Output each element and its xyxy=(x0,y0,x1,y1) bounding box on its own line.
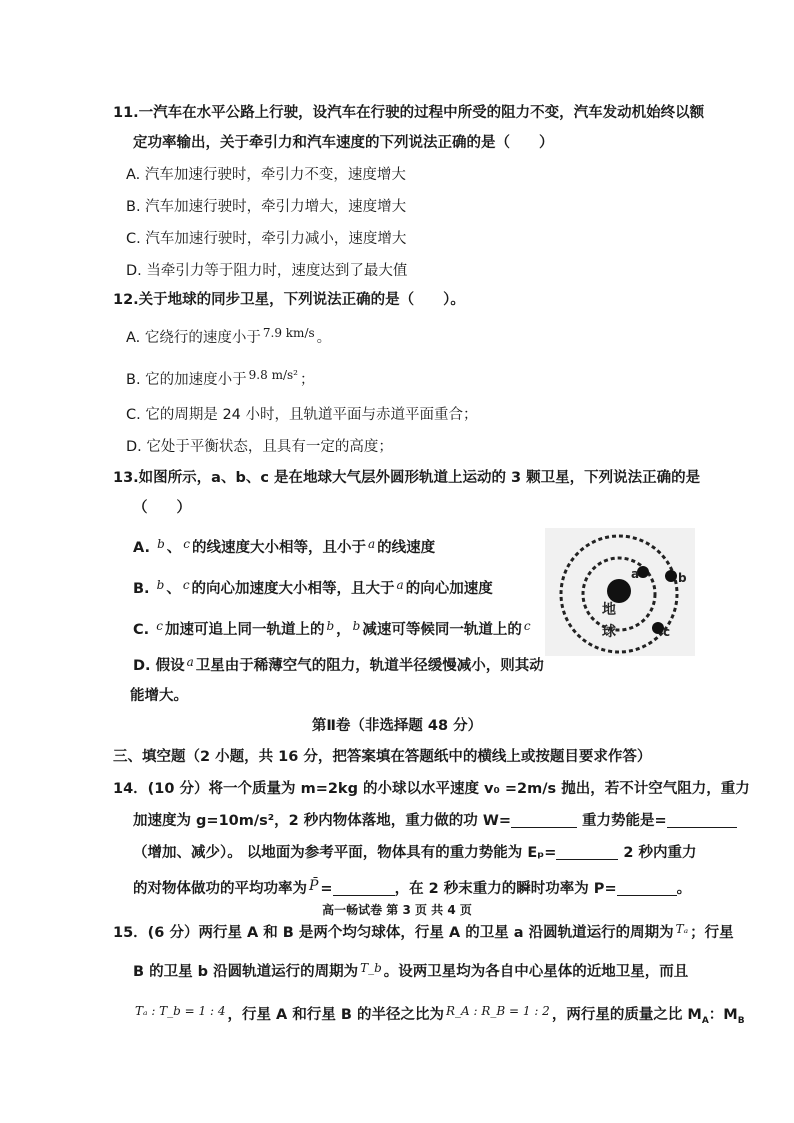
q15-text3: ，行星 A 和行星 B 的半径之比为 xyxy=(227,1007,444,1023)
q12-option-a-end: 。 xyxy=(316,330,332,346)
q14-avg-power-text: 的对物体做功的平均功率为 xyxy=(133,881,307,897)
q14-ep-text: （增加、减少）。 以地面为参考平面，物体具有的重力势能为 Eₚ= xyxy=(133,845,557,861)
q11-option-b: B. 汽车加速行驶时，牵引力增大，速度增大 xyxy=(126,199,407,215)
q13-stem-line1: 13.如图所示，a、b、c 是在地球大气层外圆形轨道上运动的 3 颗卫星，下列说法正确的是 xyxy=(113,470,701,486)
q13-b-var-c: c xyxy=(182,578,190,592)
q13-c-text2: 减速可等候同一轨道上的 xyxy=(362,622,522,638)
q15-line3 xyxy=(133,1005,745,1031)
q12-option-b-math: 9.8 m/s² xyxy=(248,368,298,382)
q12-option-c: C. 它的周期是 24 小时，且轨道平面与赤道平面重合； xyxy=(126,407,478,423)
q12-option-d: D. 它处于平衡状态，且具有一定的高度； xyxy=(126,439,393,455)
q11-option-c: C. 汽车加速行驶时，牵引力减小，速度增大 xyxy=(126,231,407,247)
q14-blank-inst-power[interactable] xyxy=(617,881,677,896)
section-3-heading: 三、填空题（2 小题，共 16 分，把答案填在答题纸中的横线上或按题目要求作答） xyxy=(113,749,652,765)
q13-b-var-a: a xyxy=(396,578,404,592)
q13-a-end: 的线速度 xyxy=(377,540,436,556)
q13-a-sep: 、 xyxy=(166,540,182,556)
q13-b-sep: 、 xyxy=(166,581,181,597)
q11-option-a: A. 汽车加速行驶时，牵引力不变，速度增大 xyxy=(126,167,406,183)
earth-label-1: 地 xyxy=(602,602,616,618)
satellite-a-label: a xyxy=(631,567,640,581)
q14-blank-potential-change[interactable] xyxy=(667,813,737,828)
q12-stem: 12.关于地球的同步卫星，下列说法正确的是（ ）。 xyxy=(113,292,465,308)
q14-equals: = xyxy=(320,881,333,897)
q13-a-label: A. xyxy=(133,540,150,556)
q14-line4 xyxy=(133,879,691,899)
q13-c-var-c: c xyxy=(156,619,163,633)
q13-b-label: B. xyxy=(133,581,150,597)
q14-blank-work[interactable] xyxy=(511,813,577,828)
q13-d-var-a: a xyxy=(186,655,194,669)
q14-end: 。 xyxy=(676,881,692,897)
q12-option-a xyxy=(126,328,331,348)
q15-text3-mass: ，两行星的质量之比 M xyxy=(551,1007,702,1023)
q13-stem-line2: （ ） xyxy=(133,500,191,516)
q13-a-text: 的线速度大小相等，且小于 xyxy=(191,540,366,556)
q13-b-var-b: b xyxy=(156,578,165,592)
q15-line2 xyxy=(133,962,688,982)
q13-option-a xyxy=(133,538,435,558)
q15-tb: T_b xyxy=(360,961,382,975)
q14-avg-power-symbol: P̄ xyxy=(309,878,319,894)
q12-option-b-text: B. 它的加速度小于 xyxy=(126,372,247,388)
q14-work-text: 加速度为 g=10m/s²，2 秒内物体落地，重力做的功 W= xyxy=(133,813,511,829)
satellite-b-label: b xyxy=(678,571,687,585)
q15-line1 xyxy=(113,923,734,943)
q13-d-text2: 卫星由于稀薄空气的阻力，轨道半径缓慢减小，则其动 xyxy=(195,658,544,674)
q15-text2-end: 。设两卫星均为各自中心星体的近地卫星，而且 xyxy=(383,964,689,980)
q13-c-sep: ， xyxy=(336,622,351,638)
earth-label-2: 球 xyxy=(602,624,616,640)
q13-a-var-c: c xyxy=(183,537,190,551)
q15-text3-colon: ：M xyxy=(708,1007,738,1023)
q13-d-text1: D. 假设 xyxy=(133,658,185,674)
q14-blank-ep[interactable] xyxy=(556,845,618,860)
section-2-title: 第Ⅱ卷（非选择题 48 分） xyxy=(311,718,483,734)
q13-c-var-b: b xyxy=(326,619,335,633)
q14-potential-text: 重力势能是= xyxy=(576,813,667,829)
q13-c-var-c2: c xyxy=(523,619,531,633)
q11-stem-line2: 定功率输出，关于牵引力和汽车速度的下列说法正确的是（ ） xyxy=(133,135,554,151)
q11-stem-line1: 11.一汽车在水平公路上行驶，设汽车在行驶的过程中所受的阻力不变，汽车发动机始终以额 xyxy=(113,105,705,121)
q12-option-b-end: ； xyxy=(299,372,315,388)
q15-sub-b: B xyxy=(737,1015,745,1026)
q14-line3 xyxy=(133,843,697,863)
q13-c-var-b2: b xyxy=(352,619,361,633)
q13-option-d-cont: 能增大。 xyxy=(130,688,188,704)
q13-c-label: C. xyxy=(133,622,150,638)
q13-b-end: 的向心加速度 xyxy=(405,581,493,597)
q14-2s-text: 2 秒内重力 xyxy=(618,845,697,861)
q13-a-var-a: a xyxy=(367,537,376,551)
q15-period-ratio: Tₐ : T_b = 1 : 4 xyxy=(135,1004,226,1018)
satellite-b xyxy=(665,570,677,582)
q13-option-c xyxy=(133,620,533,640)
q12-option-b xyxy=(126,370,314,390)
orbit-diagram xyxy=(545,528,695,656)
q13-option-d xyxy=(133,656,544,676)
q13-a-var-b: b xyxy=(157,537,165,551)
q11-option-d: D. 当牵引力等于阻力时，速度达到了最大值 xyxy=(126,263,408,279)
q14-blank-avg-power[interactable] xyxy=(333,881,395,896)
earth xyxy=(607,579,631,603)
q15-text1-end: ；行星 xyxy=(690,925,734,941)
q15-text2: B 的卫星 b 沿圆轨道运行的周期为 xyxy=(133,964,359,980)
satellite-c-label: c xyxy=(663,625,671,639)
q13-c-text1: 加速可追上同一轨道上的 xyxy=(164,622,325,638)
q13-b-text: 的向心加速度大小相等，且大于 xyxy=(191,581,395,597)
page-footer: 高一畅试卷 第 3 页 共 4 页 xyxy=(322,903,472,917)
q15-ta: Tₐ xyxy=(675,922,689,936)
q13-option-b xyxy=(133,579,493,599)
q15-sub-a: A xyxy=(701,1015,709,1026)
q14-line1: 14．(10 分）将一个质量为 m=2kg 的小球以水平速度 v₀ =2m/s 抛出，若不计空气阻力，重力 xyxy=(113,781,750,797)
q12-option-a-math: 7.9 km/s xyxy=(262,326,315,340)
q15-radius-ratio: R_A : R_B = 1 : 2 xyxy=(445,1004,550,1018)
q15-text1: 15．(6 分）两行星 A 和 B 是两个均匀球体，行星 A 的卫星 a 沿圆轨道运行的周期为 xyxy=(113,925,674,941)
q12-option-a-text: A. 它绕行的速度小于 xyxy=(126,330,261,346)
q14-line2 xyxy=(133,811,737,831)
q14-inst-power-text: ，在 2 秒末重力的瞬时功率为 P= xyxy=(394,881,617,897)
